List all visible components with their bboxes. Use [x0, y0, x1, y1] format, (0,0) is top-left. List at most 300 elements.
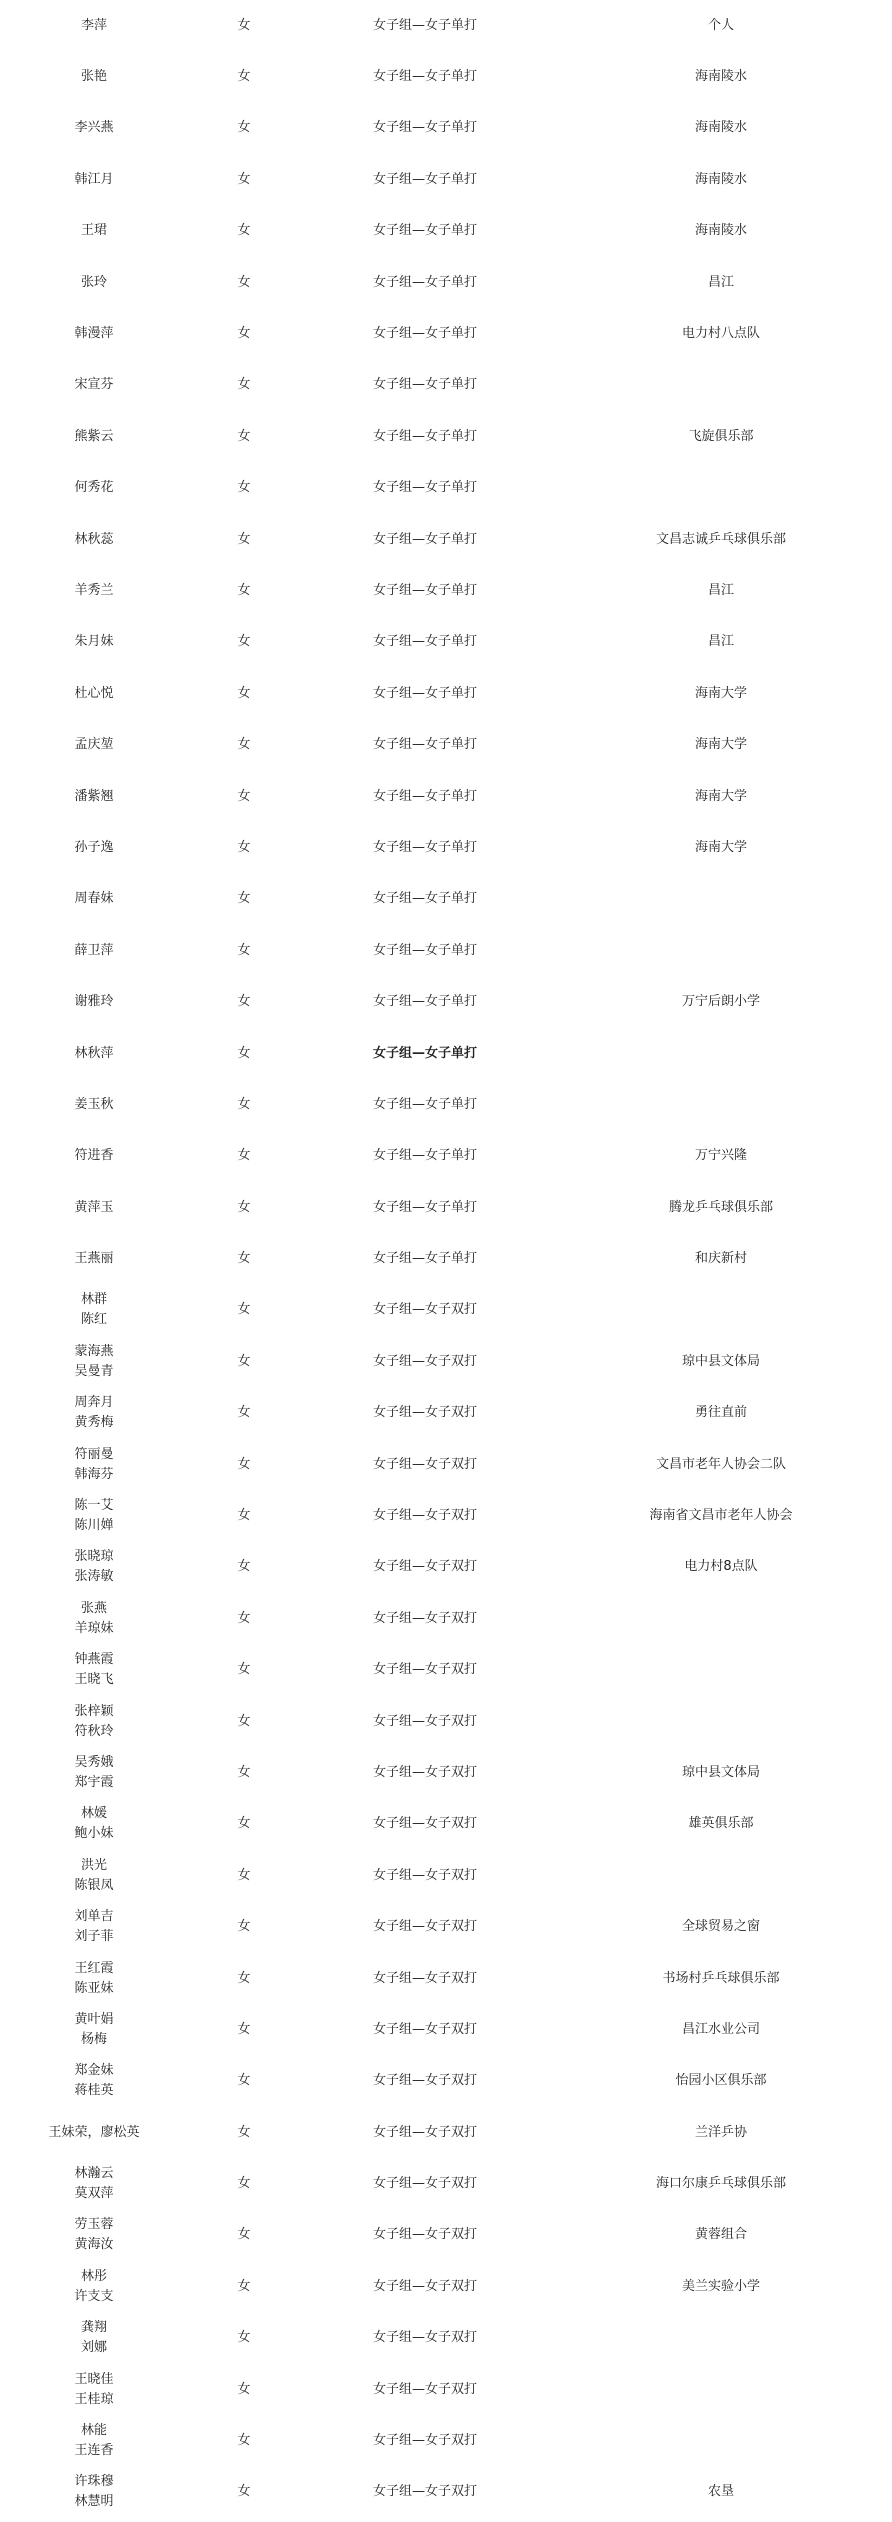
player-name: 郑金妹	[74, 2063, 114, 2079]
player-names	[0, 478, 188, 498]
entry-row	[0, 822, 892, 873]
player-name: 潘紫翘	[74, 788, 114, 804]
event: 女子组—女子双打	[372, 2227, 477, 2243]
event: 女子组—女子单打	[372, 274, 477, 290]
player-names	[0, 221, 188, 241]
entry-row	[0, 2107, 892, 2158]
player-names	[0, 2472, 188, 2512]
player-names	[0, 1249, 188, 1269]
player-name: 羊秀兰	[74, 582, 114, 598]
event: 女子组—女子双打	[372, 1919, 477, 1935]
entry-row	[0, 617, 892, 668]
gender: 女	[237, 531, 251, 547]
entry-row	[0, 257, 892, 308]
player-names	[0, 1198, 188, 1218]
gender: 女	[237, 1353, 251, 1369]
entry-row	[0, 2004, 892, 2055]
entry-row	[0, 463, 892, 514]
player-name: 何秀花	[74, 480, 114, 496]
event: 女子组—女子双打	[372, 1867, 477, 1883]
event: 女子组—女子双打	[372, 2021, 477, 2037]
gender: 女	[237, 274, 251, 290]
entry-row	[0, 1028, 892, 1079]
player-name: 符秋玲	[74, 1723, 114, 1739]
player-name: 吴曼青	[74, 1363, 114, 1379]
player-name: 周春妹	[74, 891, 114, 907]
event: 女子组—女子双打	[372, 2073, 477, 2089]
player-name: 林媛	[80, 1806, 107, 1822]
player-name: 姜玉秋	[74, 1096, 114, 1112]
player-name: 陈亚妹	[74, 1980, 114, 1996]
organization: 黄蓉组合	[694, 2227, 747, 2243]
player-names	[0, 1907, 188, 1947]
player-names	[0, 2267, 188, 2307]
event: 女子组—女子双打	[372, 2433, 477, 2449]
player-name: 郑宇霞	[74, 1774, 114, 1790]
entry-row	[0, 2210, 892, 2261]
gender: 女	[237, 1662, 251, 1678]
gender: 女	[237, 582, 251, 598]
gender: 女	[237, 480, 251, 496]
event: 女子组—女子双打	[372, 1456, 477, 1472]
organization: 海南大学	[694, 788, 747, 804]
entry-row	[0, 1285, 892, 1336]
player-name: 陈红	[80, 1312, 107, 1328]
player-name: 韩漫萍	[74, 326, 114, 342]
player-names	[0, 1547, 188, 1587]
player-name: 符丽曼	[74, 1446, 114, 1462]
entry-row	[0, 1439, 892, 1490]
event: 女子组—女子单打	[372, 171, 477, 187]
player-name: 钟燕霞	[74, 1652, 114, 1668]
entry-row	[0, 308, 892, 359]
entry-row	[0, 1850, 892, 1901]
gender: 女	[237, 942, 251, 958]
player-names	[0, 16, 188, 36]
gender: 女	[237, 634, 251, 650]
organization: 怡园小区俱乐部	[675, 2073, 767, 2089]
entry-row	[0, 1336, 892, 1387]
entry-row	[0, 1901, 892, 1952]
organization: 昌江	[707, 634, 734, 650]
organization: 个人	[707, 17, 734, 33]
player-name: 符进香	[74, 1148, 114, 1164]
player-names	[0, 1290, 188, 1330]
event: 女子组—女子单打	[372, 737, 477, 753]
player-names	[0, 838, 188, 858]
organization: 琼中县文体局	[681, 1764, 760, 1780]
event: 女子组—女子单打	[372, 326, 477, 342]
player-names	[0, 581, 188, 601]
player-name: 陈一艾	[74, 1498, 114, 1514]
player-name: 刘单吉	[74, 1909, 114, 1925]
player-name: 张晓琼	[74, 1549, 114, 1565]
player-name: 吴秀娥	[74, 1754, 114, 1770]
event: 女子组—女子单打	[372, 685, 477, 701]
gender: 女	[237, 171, 251, 187]
player-name: 王燕丽	[74, 1251, 114, 1267]
entry-row	[0, 874, 892, 925]
event: 女子组—女子双打	[372, 2484, 477, 2500]
organization: 海口尔康乒乓球俱乐部	[655, 2176, 786, 2192]
player-name: 黄萍玉	[74, 1199, 114, 1215]
player-name: 许珠穆	[74, 2474, 114, 2490]
entry-row	[0, 411, 892, 462]
organization: 文昌市老年人协会二队	[655, 1456, 786, 1472]
event: 女子组—女子单打	[372, 788, 477, 804]
entry-row	[0, 360, 892, 411]
player-names	[0, 2318, 188, 2358]
entry-row	[0, 565, 892, 616]
event: 女子组—女子单打	[372, 839, 477, 855]
event: 女子组—女子单打	[372, 1251, 477, 1267]
player-names	[0, 2370, 188, 2410]
gender: 女	[237, 2433, 251, 2449]
gender: 女	[237, 1302, 251, 1318]
gender: 女	[237, 428, 251, 444]
player-names	[0, 2061, 188, 2101]
player-names	[0, 1804, 188, 1844]
entry-row	[0, 2415, 892, 2466]
player-name: 周奔月	[74, 1395, 114, 1411]
gender: 女	[237, 69, 251, 85]
gender: 女	[237, 2073, 251, 2089]
player-name: 鲍小妹	[74, 1826, 114, 1842]
player-name: 李萍	[80, 17, 107, 33]
gender: 女	[237, 891, 251, 907]
organization: 海南陵水	[694, 120, 747, 136]
event: 女子组—女子单打	[372, 480, 477, 496]
gender: 女	[237, 2124, 251, 2140]
event: 女子组—女子单打	[372, 428, 477, 444]
gender: 女	[237, 1867, 251, 1883]
player-name: 林彤	[80, 2268, 107, 2284]
gender: 女	[237, 1508, 251, 1524]
gender: 女	[237, 994, 251, 1010]
organization: 万宁兴隆	[694, 1148, 747, 1164]
organization: 和庆新村	[694, 1251, 747, 1267]
entry-row	[0, 771, 892, 822]
player-names	[0, 1445, 188, 1485]
entry-row	[0, 668, 892, 719]
event: 女子组—女子双打	[372, 1302, 477, 1318]
player-name: 张玲	[80, 274, 107, 290]
player-name: 刘子菲	[74, 1929, 114, 1945]
event: 女子组—女子双打	[372, 1662, 477, 1678]
player-name: 张梓颖	[74, 1703, 114, 1719]
player-name: 羊琼妹	[74, 1620, 114, 1636]
organization: 书场村乒乓球俱乐部	[662, 1970, 780, 1986]
player-names	[0, 2123, 188, 2143]
player-names	[0, 632, 188, 652]
gender: 女	[237, 1919, 251, 1935]
event: 女子组—女子单打	[372, 1148, 477, 1164]
player-name: 林秋蕊	[74, 531, 114, 547]
player-name: 熊紫云	[74, 428, 114, 444]
event: 女子组—女子双打	[372, 1610, 477, 1626]
player-name: 谢雅玲	[74, 994, 114, 1010]
player-names	[0, 375, 188, 395]
event: 女子组—女子单打	[372, 17, 477, 33]
entry-row	[0, 1747, 892, 1798]
organization: 万宁后朗小学	[681, 994, 760, 1010]
gender: 女	[237, 1816, 251, 1832]
entry-row	[0, 1182, 892, 1233]
player-name: 刘娜	[80, 2340, 107, 2356]
gender: 女	[237, 1456, 251, 1472]
player-names	[0, 530, 188, 550]
entry-row	[0, 1490, 892, 1541]
player-name: 陈银凤	[74, 1877, 114, 1893]
player-name: 李兴燕	[74, 120, 114, 136]
event: 女子组—女子双打	[372, 2278, 477, 2294]
gender: 女	[237, 1199, 251, 1215]
player-names	[0, 941, 188, 961]
event: 女子组—女子双打	[372, 1970, 477, 1986]
player-name: 林瀚云	[74, 2166, 114, 2182]
entry-row	[0, 2261, 892, 2312]
entry-row	[0, 2158, 892, 2209]
player-name: 王晓佳	[74, 2371, 114, 2387]
player-name: 王连香	[74, 2443, 114, 2459]
gender: 女	[237, 223, 251, 239]
entry-row	[0, 2056, 892, 2107]
player-name: 王红霞	[74, 1960, 114, 1976]
player-name: 蒙海燕	[74, 1343, 114, 1359]
entry-row	[0, 1953, 892, 2004]
event: 女子组—女子单打	[372, 531, 477, 547]
gender: 女	[237, 1045, 251, 1061]
player-name: 孙子逸	[74, 839, 114, 855]
gender: 女	[237, 1713, 251, 1729]
player-name: 王珺	[80, 223, 107, 239]
entry-row	[0, 103, 892, 154]
organization: 海南陵水	[694, 223, 747, 239]
player-name: 王晓飞	[74, 1672, 114, 1688]
gender: 女	[237, 2330, 251, 2346]
player-names	[0, 67, 188, 87]
player-name: 劳玉蓉	[74, 2217, 114, 2233]
player-names	[0, 1146, 188, 1166]
entry-row	[0, 1079, 892, 1130]
gender: 女	[237, 120, 251, 136]
entry-row	[0, 1799, 892, 1850]
entry-row	[0, 719, 892, 770]
organization: 美兰实验小学	[681, 2278, 760, 2294]
gender: 女	[237, 1251, 251, 1267]
player-names	[0, 1599, 188, 1639]
gender: 女	[237, 2484, 251, 2500]
player-name: 杜心悦	[74, 685, 114, 701]
entry-row	[0, 2313, 892, 2364]
player-names	[0, 684, 188, 704]
organization: 兰洋乒协	[694, 2124, 747, 2140]
gender: 女	[237, 1148, 251, 1164]
player-name: 杨梅	[80, 2031, 107, 2047]
player-name: 龚翔	[80, 2320, 107, 2336]
player-names	[0, 118, 188, 138]
event: 女子组—女子双打	[372, 1713, 477, 1729]
organization: 昌江	[707, 582, 734, 598]
player-names	[0, 1496, 188, 1536]
player-name: 韩江月	[74, 171, 114, 187]
organization: 腾龙乒乓球俱乐部	[668, 1199, 773, 1215]
entry-row	[0, 1593, 892, 1644]
player-name: 孟庆堃	[74, 737, 114, 753]
player-names	[0, 2215, 188, 2255]
event: 女子组—女子单打	[372, 377, 477, 393]
player-names	[0, 1044, 188, 1064]
player-name: 韩海芬	[74, 1466, 114, 1482]
organization: 全球贸易之窗	[681, 1919, 760, 1935]
gender: 女	[237, 2021, 251, 2037]
player-name: 张艳	[80, 69, 107, 85]
entry-row	[0, 1696, 892, 1747]
gender: 女	[237, 377, 251, 393]
entry-row	[0, 1645, 892, 1696]
player-names	[0, 1856, 188, 1896]
player-name: 薛卫萍	[74, 942, 114, 958]
event: 女子组—女子单打	[372, 634, 477, 650]
entry-row	[0, 2364, 892, 2415]
organization: 电力村8点队	[684, 1559, 758, 1575]
entry-row	[0, 0, 892, 51]
player-name: 张燕	[80, 1600, 107, 1616]
entry-row	[0, 154, 892, 205]
entry-row	[0, 51, 892, 102]
organization: 文昌志诚乒乓球俱乐部	[655, 531, 786, 547]
gender: 女	[237, 1610, 251, 1626]
entry-row	[0, 925, 892, 976]
gender: 女	[237, 737, 251, 753]
player-names	[0, 273, 188, 293]
player-names	[0, 324, 188, 344]
event: 女子组—女子双打	[372, 1816, 477, 1832]
organization: 飞旋俱乐部	[688, 428, 754, 444]
player-name: 蒋桂英	[74, 2083, 114, 2099]
player-names	[0, 2010, 188, 2050]
player-name: 张涛敏	[74, 1569, 114, 1585]
gender: 女	[237, 1559, 251, 1575]
entry-row	[0, 206, 892, 257]
event: 女子组—女子双打	[372, 1405, 477, 1421]
player-name: 王桂琼	[74, 2391, 114, 2407]
event: 女子组—女子双打	[372, 2176, 477, 2192]
entry-row	[0, 1131, 892, 1182]
event: 女子组—女子单打	[372, 69, 477, 85]
gender: 女	[237, 1096, 251, 1112]
gender: 女	[237, 788, 251, 804]
player-names	[0, 1393, 188, 1433]
player-name: 林慧明	[74, 2494, 114, 2510]
entry-row	[0, 514, 892, 565]
organization: 海南陵水	[694, 69, 747, 85]
organization: 农垦	[707, 2484, 734, 2500]
organization: 海南大学	[694, 839, 747, 855]
player-name: 王妹荣，廖松英	[48, 2124, 140, 2140]
event: 女子组—女子双打	[372, 1559, 477, 1575]
organization: 昌江水业公司	[681, 2021, 760, 2037]
organization: 昌江	[707, 274, 734, 290]
gender: 女	[237, 685, 251, 701]
gender: 女	[237, 17, 251, 33]
organization: 海南大学	[694, 737, 747, 753]
entry-row	[0, 1542, 892, 1593]
gender: 女	[237, 1764, 251, 1780]
gender: 女	[237, 2278, 251, 2294]
gender: 女	[237, 2381, 251, 2397]
event: 女子组—女子单打	[372, 942, 477, 958]
event: 女子组—女子双打	[372, 2381, 477, 2397]
organization: 琼中县文体局	[681, 1353, 760, 1369]
player-names	[0, 1959, 188, 1999]
gender: 女	[237, 839, 251, 855]
player-name: 朱月妹	[74, 634, 114, 650]
organization: 勇往直前	[694, 1405, 747, 1421]
entry-row	[0, 1388, 892, 1439]
organization: 电力村八点队	[681, 326, 760, 342]
player-names	[0, 1342, 188, 1382]
player-name: 林群	[80, 1292, 107, 1308]
event: 女子组—女子双打	[372, 1353, 477, 1369]
player-name: 许支支	[74, 2288, 114, 2304]
event: 女子组—女子单打	[372, 1045, 477, 1061]
player-names	[0, 992, 188, 1012]
player-names	[0, 170, 188, 190]
entry-row	[0, 2467, 892, 2518]
gender: 女	[237, 1970, 251, 1986]
player-names	[0, 787, 188, 807]
player-names	[0, 735, 188, 755]
player-names	[0, 1095, 188, 1115]
player-name: 宋宣芬	[74, 377, 114, 393]
gender: 女	[237, 326, 251, 342]
event: 女子组—女子单打	[372, 223, 477, 239]
organization: 雄英俱乐部	[688, 1816, 754, 1832]
player-names	[0, 2421, 188, 2461]
event: 女子组—女子单打	[372, 582, 477, 598]
player-name: 林秋萍	[74, 1045, 114, 1061]
event: 女子组—女子单打	[372, 1199, 477, 1215]
event: 女子组—女子单打	[372, 891, 477, 907]
player-names	[0, 1650, 188, 1690]
gender: 女	[237, 2176, 251, 2192]
organization: 海南陵水	[694, 171, 747, 187]
event: 女子组—女子单打	[372, 1096, 477, 1112]
player-name: 黄叶娟	[74, 2011, 114, 2027]
player-name: 陈川婵	[74, 1518, 114, 1534]
player-name: 洪光	[80, 1857, 107, 1873]
event: 女子组—女子双打	[372, 1764, 477, 1780]
player-name: 莫双萍	[74, 2186, 114, 2202]
organization: 海南大学	[694, 685, 747, 701]
player-names	[0, 1753, 188, 1793]
gender: 女	[237, 2227, 251, 2243]
event: 女子组—女子单打	[372, 994, 477, 1010]
entry-row	[0, 976, 892, 1027]
entry-row	[0, 1233, 892, 1284]
event: 女子组—女子双打	[372, 2330, 477, 2346]
organization: 海南省文昌市老年人协会	[649, 1508, 793, 1524]
player-name: 黄海汝	[74, 2237, 114, 2253]
event: 女子组—女子双打	[372, 2124, 477, 2140]
player-names	[0, 1702, 188, 1742]
event: 女子组—女子双打	[372, 1508, 477, 1524]
gender: 女	[237, 1405, 251, 1421]
player-name: 林能	[80, 2423, 107, 2439]
player-names	[0, 427, 188, 447]
player-names	[0, 2164, 188, 2204]
